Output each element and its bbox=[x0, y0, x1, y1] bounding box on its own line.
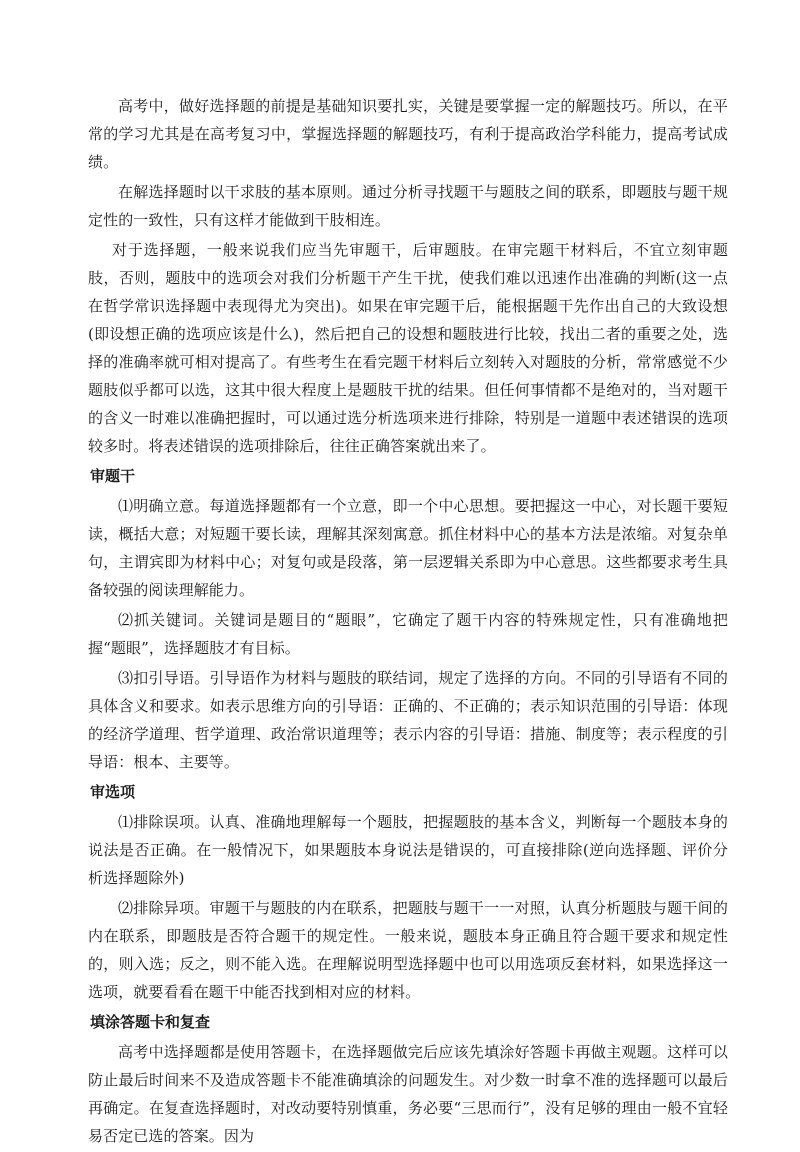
stem-item-1: ⑴明确立意。每道选择题都有一个立意，即一个中心思想。要把握这一中心，对长题干要短读，概括大意；对短题干要长读，理解其深刻寓意。抓住材料中心的基本方法是浓缩。对复杂单句，主谓宾即为材料中心；对复句或是段落，第一层逻辑关系即为中心意思。这些都要求考生具备较强的阅读理解能力。 bbox=[88, 497, 728, 599]
section-heading-stem: 审题干 bbox=[90, 467, 136, 485]
section-heading-answer-sheet: 填涂答题卡和复查 bbox=[90, 1013, 211, 1031]
stem-item-3: ⑶扣引导语。引导语作为材料与题肢的联结词，规定了选择的方向。不同的引导语有不同的具体含义和要求。如表示思维方向的引导语：正确的、不正确的；表示知识范围的引导语：体现的经济学道理、哲学道理、政治常识道理等；表示内容的引导语：措施、制度等；表示程度的引导语：根本、主要等。 bbox=[88, 669, 728, 771]
document-page bbox=[88, 92, 728, 1152]
order-paragraph: 对于选择题，一般来说我们应当先审题干，后审题肢。在审完题干材料后，不宜立刻审题肢，否则，题肢中的选项会对我们分析题干产生干扰，使我们难以迅速作出准确的判断(这一点在哲学常识选择题中表现得尤为突出)。如果在审完题干后，能根据题干先作出自己的大致设想(即设想正确的选项应该是什么)，然后把自己的设想和题肢进行比较，找出二者的重要之处，选择的准确率就可相对提高了。有些考生在看完题干材料后立刻转入对题肢的分析，常常感觉不少题肢似乎都可以选，这其中很大程度上是题肢干扰的结果。但任何事情都不是绝对的，当对题干的含义一时难以准确把握时，可以通过选分析选项来进行排除，特别是一道题中表述错误的选项较多时。将表述错误的选项排除后，往往正确答案就出来了。 bbox=[88, 241, 728, 455]
intro-paragraph: 高考中，做好选择题的前提是基础知识要扎实，关键是要掌握一定的解题技巧。所以，在平常的学习尤其是在高考复习中，掌握选择题的解题技巧，有利于提高政治学科能力，提高考试成绩。 bbox=[88, 97, 728, 171]
stem-item-2: ⑵抓关键词。关键词是题目的“题眼”，它确定了题干内容的特殊规定性，只有准确地把握“题眼”，选择题肢才有目标。 bbox=[88, 611, 728, 657]
principle-paragraph: 在解选择题时以干求肢的基本原则。通过分析寻找题干与题肢之间的联系，即题肢与题干规定性的一致性，只有这样才能做到干肢相连。 bbox=[88, 183, 728, 229]
section-heading-options: 审选项 bbox=[90, 783, 136, 801]
answer-sheet-item-1: 高考中选择题都是使用答题卡，在选择题做完后应该先填涂好答题卡再做主观题。这样可以防止最后时间来不及造成答题卡不能准确填涂的问题发生。对少数一时拿不准的选择题可以最后再确定。在复查选择题时，对改动要特别慎重，务必要“三思而行”，没有足够的理由一般不宜轻易否定已选的答案。因为 bbox=[88, 1043, 728, 1145]
options-item-1: ⑴排除误项。认真、准确地理解每一个题肢，把握题肢的基本含义，判断每一个题肢本身的说法是否正确。在一般情况下，如果题肢本身说法是错误的，可直接排除(逆向选择题、评价分析选择题除外) bbox=[88, 813, 728, 887]
options-item-2: ⑵排除异项。审题干与题肢的内在联系，把题肢与题干一一对照，认真分析题肢与题干间的内在联系，即题肢是否符合题干的规定性。一般来说，题肢本身正确且符合题干要求和规定性的，则入选；反之，则不能入选。在理解说明型选择题中也可以用选项反套材料，如果选择这一选项，就要看看在题干中能否找到相对应的材料。 bbox=[88, 899, 728, 1001]
